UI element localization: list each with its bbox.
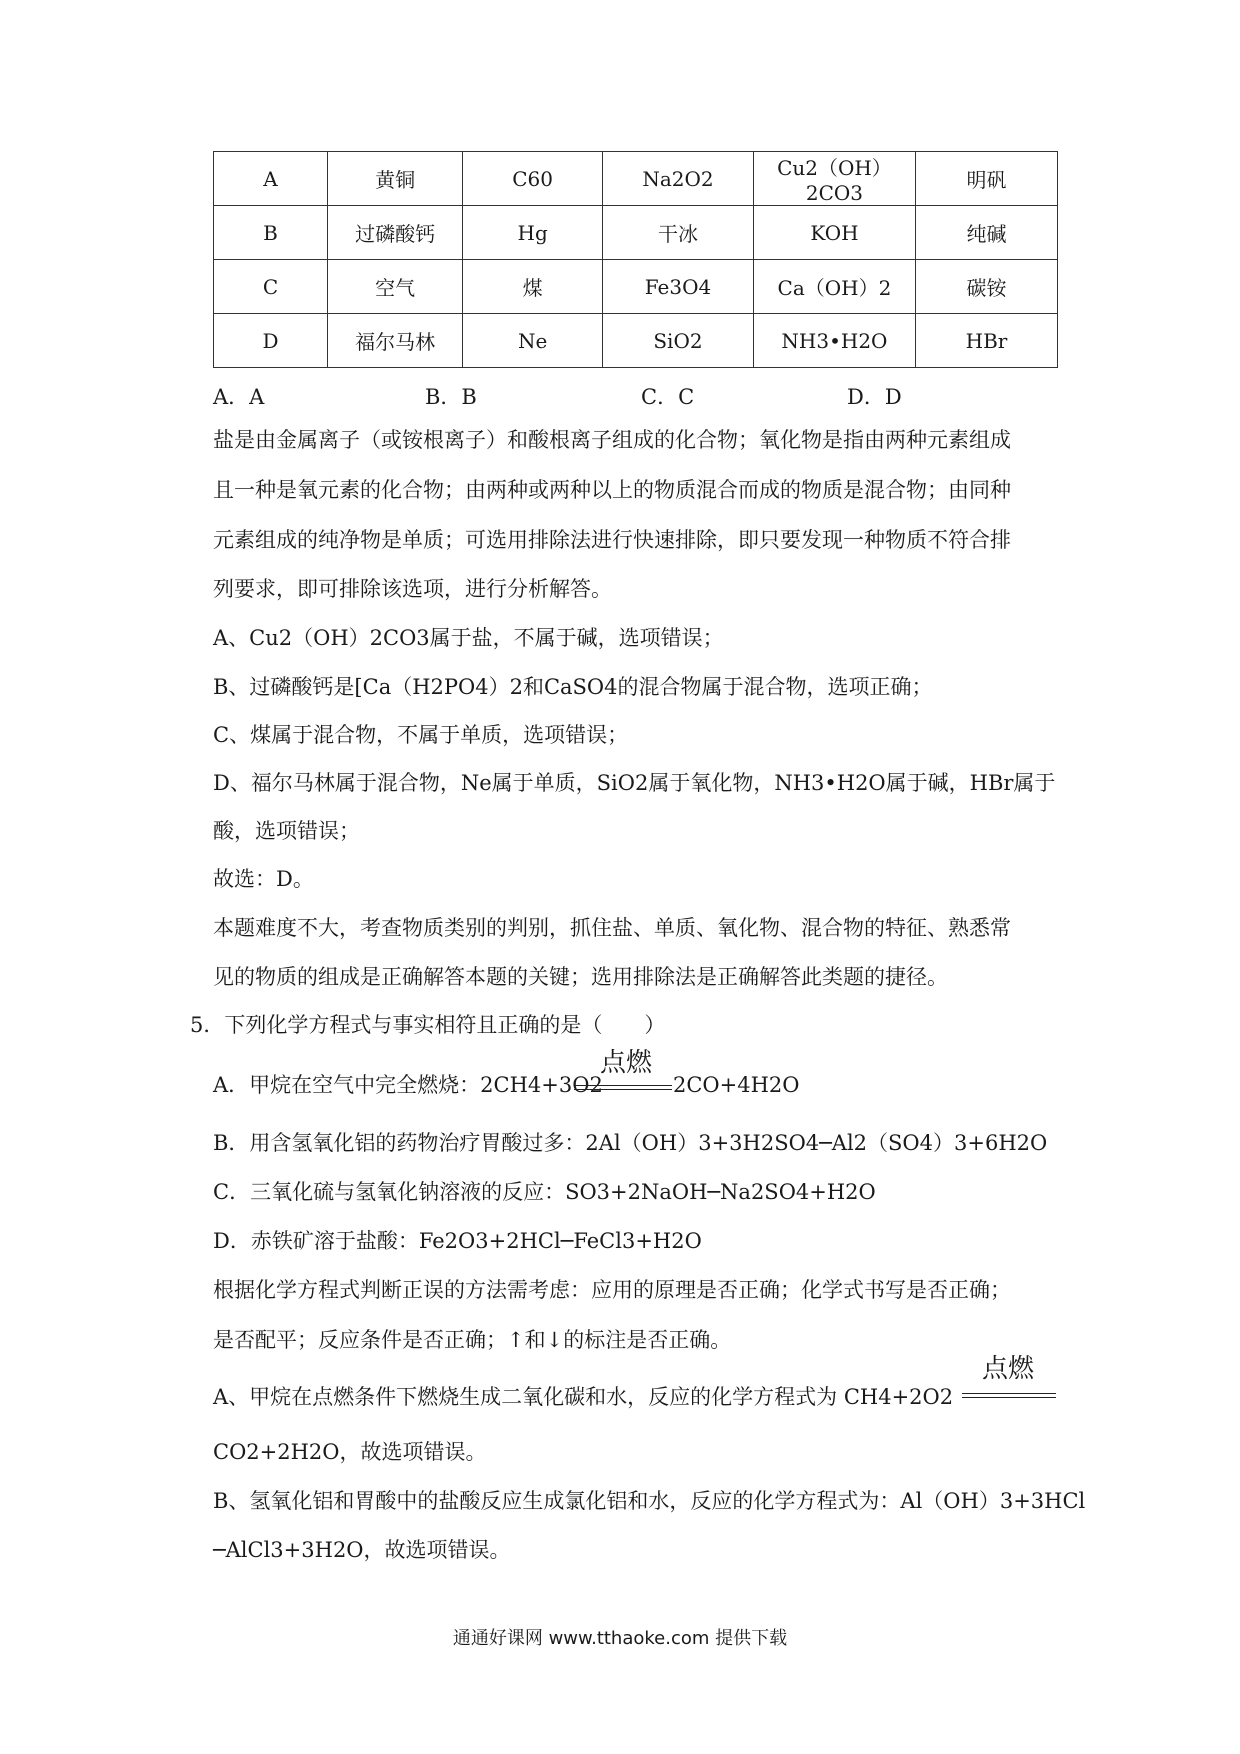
q4-option-c: C．C xyxy=(641,385,695,409)
table-cell: SiO2 xyxy=(603,314,754,368)
table-row xyxy=(214,260,1058,314)
q4-comment-line: 本题难度不大，考查物质类别的判别，抓住盐、单质、氧化物、混合物的特征、熟悉常 xyxy=(213,916,1011,940)
q5-analysis-line: 根据化学方程式判断正误的方法需考虑：应用的原理是否正确；化学式书写是否正确； xyxy=(213,1278,1011,1302)
table-cell: 福尔马林 xyxy=(328,314,463,368)
table-cell: KOH xyxy=(753,206,915,260)
q4-analysis-line: 盐是由金属离子（或铵根离子）和酸根离子组成的化合物；氧化物是指由两种元素组成 xyxy=(213,428,1011,452)
table-cell: 干冰 xyxy=(603,206,754,260)
q4-solution-a: A、Cu2（OH）2CO3属于盐，不属于碱，选项错误； xyxy=(213,626,724,650)
q4-analysis-line: 元素组成的纯净物是单质；可选用排除法进行快速排除，即只要发现一种物质不符合排 xyxy=(213,528,1011,552)
q4-solution-b: B、过磷酸钙是[Ca（H2PO4）2和CaSO4的混合物属于混合物，选项正确； xyxy=(213,675,933,699)
table-cell: Hg xyxy=(463,206,603,260)
q4-option-b: B．B xyxy=(425,385,477,409)
table-cell: C xyxy=(214,260,328,314)
q4-analysis-line: 列要求，即可排除该选项，进行分析解答。 xyxy=(213,577,612,601)
q5-stem: 5．下列化学方程式与事实相符且正确的是（ ） xyxy=(190,1013,666,1037)
q5-option-a-products: 2CO+4H2O xyxy=(673,1073,800,1097)
table-cell: Cu2（OH）2CO3 xyxy=(753,152,915,206)
table-row xyxy=(214,314,1058,368)
q5-solution-a-cont: CO2+2H2O，故选项错误。 xyxy=(213,1440,487,1464)
q4-answer: 故选：D。 xyxy=(213,867,314,891)
page-footer: 通通好课网 www.tthaoke.com 提供下载 xyxy=(452,1628,788,1649)
table-cell: 空气 xyxy=(328,260,463,314)
table-cell: B xyxy=(214,206,328,260)
q5-option-a: A．甲烷在空气中完全燃烧：2CH4+3O2 xyxy=(213,1073,603,1097)
table-row xyxy=(214,206,1058,260)
table-cell: Na2O2 xyxy=(603,152,754,206)
table-cell: 碳铵 xyxy=(915,260,1057,314)
table-cell: D xyxy=(214,314,328,368)
q5-option-d: D．赤铁矿溶于盐酸：Fe2O3+2HCl─FeCl3+H2O xyxy=(213,1229,702,1253)
table-row xyxy=(214,152,1058,206)
table-cell: 煤 xyxy=(463,260,603,314)
classification-table xyxy=(213,151,1058,368)
table-cell: Ca（OH）2 xyxy=(753,260,915,314)
table-cell: 明矾 xyxy=(915,152,1057,206)
table-cell: A xyxy=(214,152,328,206)
q5-analysis-line: 是否配平；反应条件是否正确；↑和↓的标注是否正确。 xyxy=(213,1328,732,1352)
q4-solution-d-cont: 酸，选项错误； xyxy=(213,819,360,843)
table-cell: 过磷酸钙 xyxy=(328,206,463,260)
q4-option-a: A．A xyxy=(213,385,265,409)
q5-option-b: B．用含氢氧化铝的药物治疗胃酸过多：2Al（OH）3+3H2SO4─Al2（SO4）3+6H2O xyxy=(213,1131,1048,1155)
q5-solution-a: A、甲烷在点燃条件下燃烧生成二氧化碳和水，反应的化学方程式为 CH4+2O2 xyxy=(213,1385,954,1409)
q4-solution-c: C、煤属于混合物，不属于单质，选项错误； xyxy=(213,723,629,747)
table-cell: Ne xyxy=(463,314,603,368)
q5-solution-b: B、氢氧化铝和胃酸中的盐酸反应生成氯化铝和水，反应的化学方程式为：Al（OH）3+3HCl xyxy=(213,1489,1086,1513)
q5-option-c: C．三氧化硫与氢氧化钠溶液的反应：SO3+2NaOH─Na2SO4+H2O xyxy=(213,1180,876,1204)
table-cell: NH3•H2O xyxy=(753,314,915,368)
q4-option-d: D．D xyxy=(847,385,902,409)
q5-solution-a-condition: 点燃 xyxy=(982,1354,1035,1384)
q4-comment-line: 见的物质的组成是正确解答本题的关键；选用排除法是正确解答此类题的捷径。 xyxy=(213,965,948,989)
double-equals-sign xyxy=(574,1085,672,1090)
q4-options xyxy=(213,381,973,411)
q4-solution-d: D、福尔马林属于混合物，Ne属于单质，SiO2属于氧化物，NH3•H2O属于碱，HBr属于 xyxy=(213,771,1056,795)
table-cell: C60 xyxy=(463,152,603,206)
table-cell: HBr xyxy=(915,314,1057,368)
table-cell: 纯碱 xyxy=(915,206,1057,260)
q5-option-a-condition: 点燃 xyxy=(600,1048,653,1078)
q4-analysis-line: 且一种是氧元素的化合物；由两种或两种以上的物质混合而成的物质是混合物；由同种 xyxy=(213,478,1011,502)
table-cell: 黄铜 xyxy=(328,152,463,206)
q5-solution-b-cont: ─AlCl3+3H2O，故选项错误。 xyxy=(213,1538,511,1562)
double-equals-sign xyxy=(962,1393,1056,1398)
table-cell: Fe3O4 xyxy=(603,260,754,314)
